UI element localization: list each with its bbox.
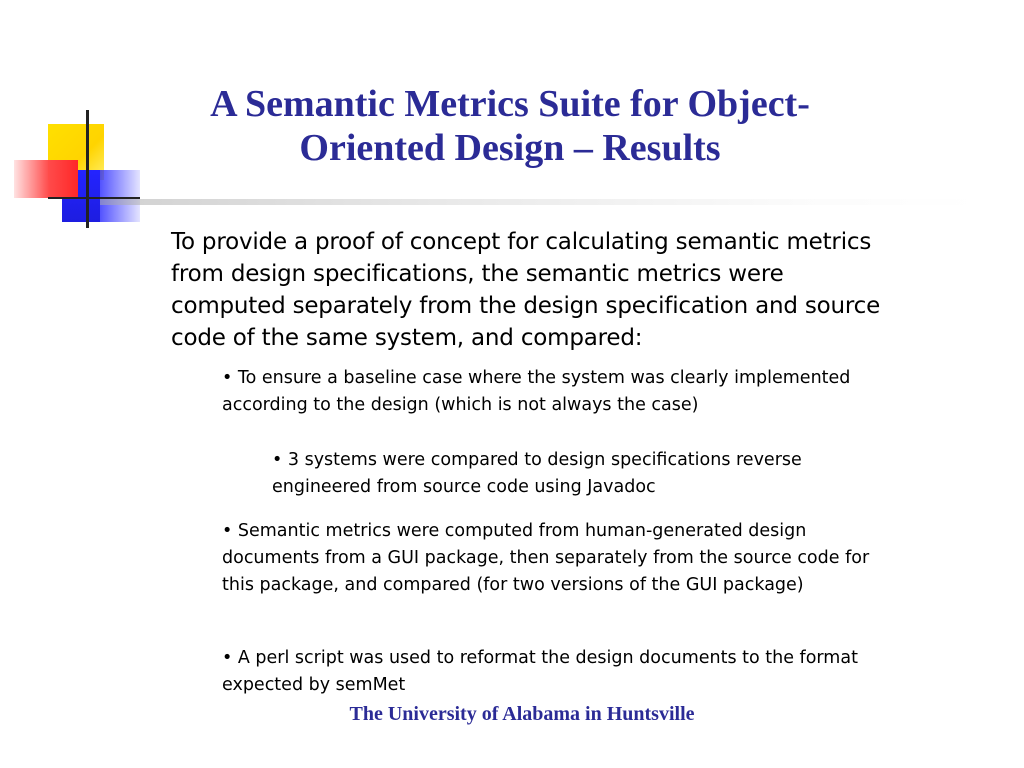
slide-title-line-1: A Semantic Metrics Suite for Object- [210, 83, 810, 125]
title-underline-rule [100, 199, 980, 205]
slide-title-line-2: Oriented Design – Results [299, 127, 721, 169]
bullet-baseline-case: • To ensure a baseline case where the system was clearly implemented according to the design (which is not always the case) [222, 368, 851, 415]
slide-title [110, 82, 910, 170]
logo-blue-fade [100, 170, 140, 222]
intro-paragraph: To provide a proof of concept for calculating semantic metrics from design specifications, the semantic metrics were computed separately from the design specification and source code of the same system, and compared: [171, 229, 881, 351]
bullet-perl-script: • A perl script was used to reformat the design documents to the format expected by semMet [222, 648, 858, 695]
footer-institution: The University of Alabama in Huntsville [349, 703, 695, 725]
sub-bullet-javadoc: • 3 systems were compared to design specifications reverse engineered from source code using Javadoc [272, 450, 802, 497]
bullet-gui-package: • Semantic metrics were computed from human-generated design documents from a GUI package, then separately from the source code for this package, and compared (for two versions of the GUI package) [222, 521, 870, 595]
logo-red-square [14, 160, 78, 198]
logo-vertical-line [86, 110, 89, 228]
